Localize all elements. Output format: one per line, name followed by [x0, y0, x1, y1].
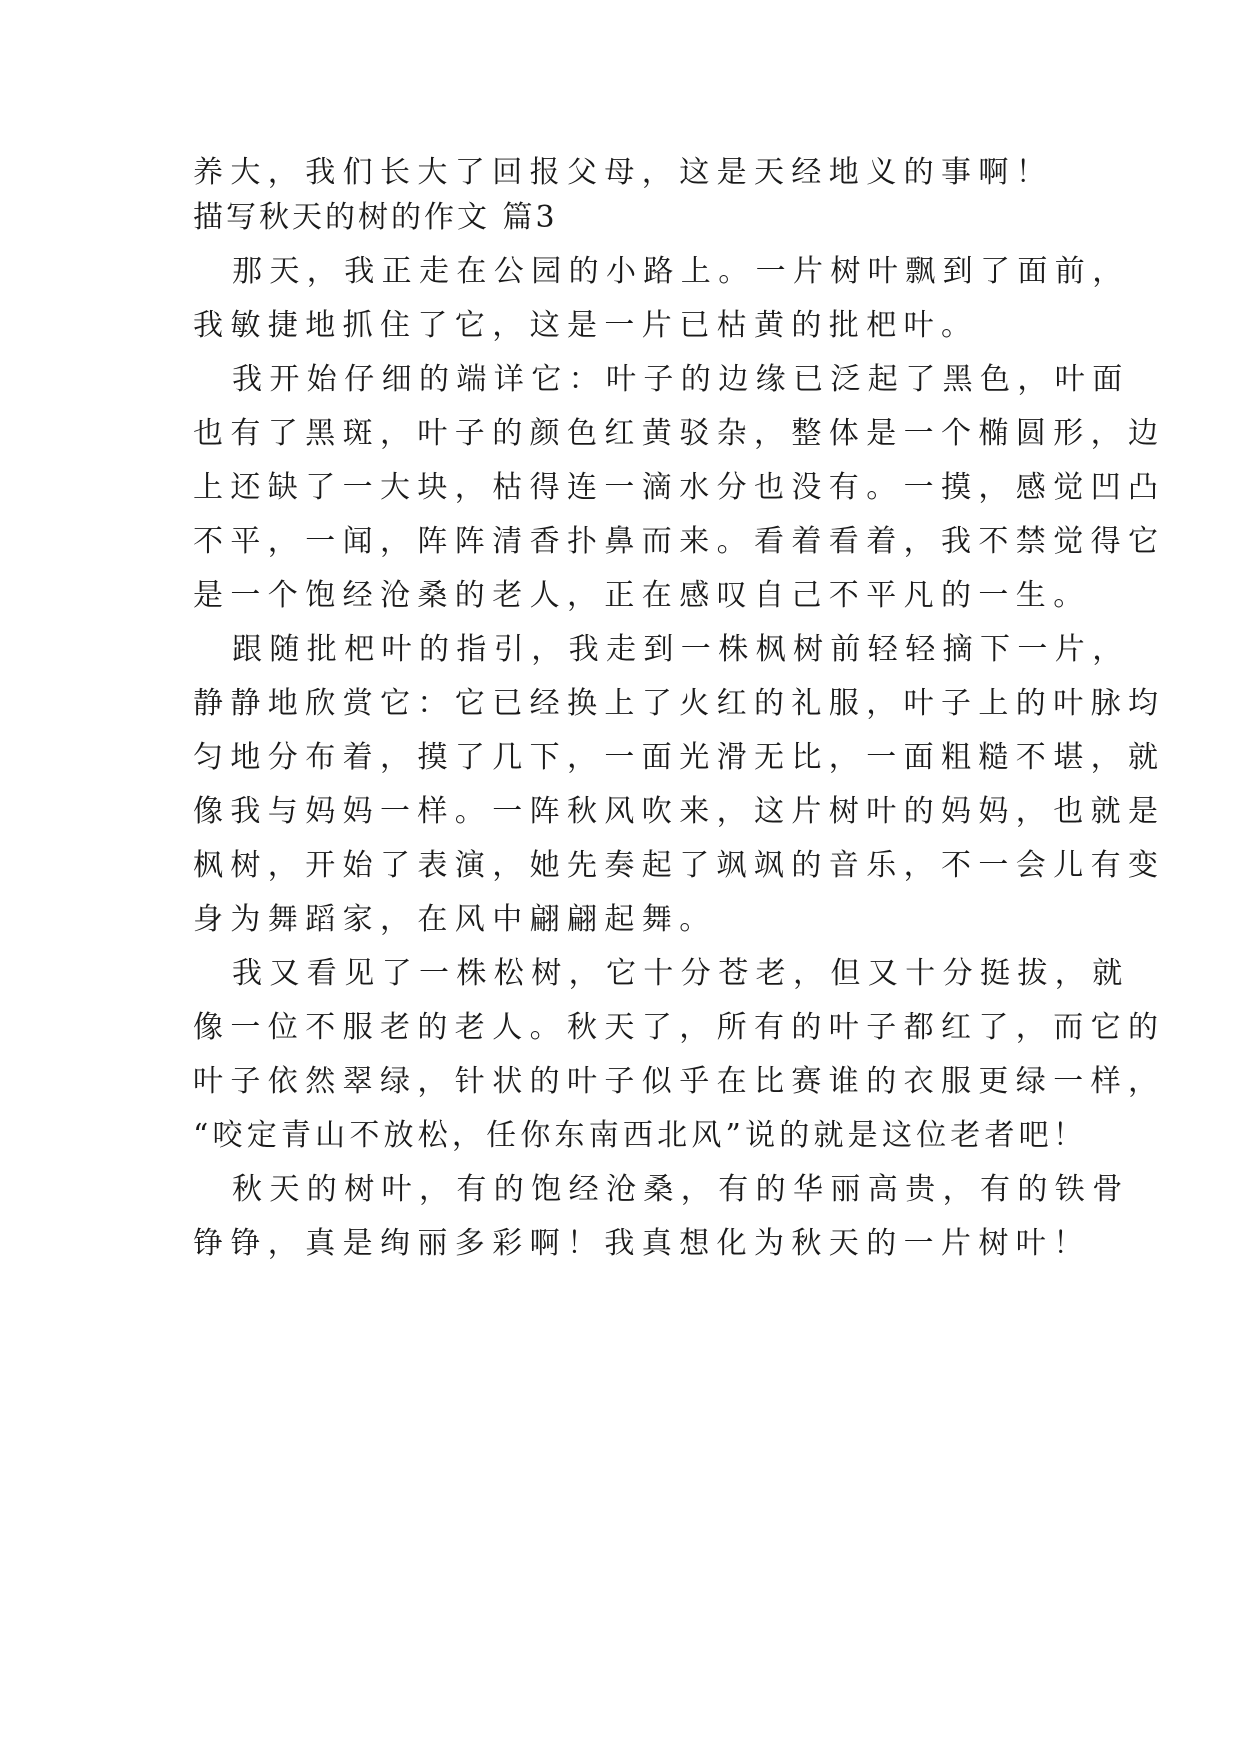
paragraph-2-line-5: 是一个饱经沧桑的老人，正在感叹自己不平凡的一生。 — [193, 578, 1091, 613]
paragraph-3-line-4: 像我与妈妈一样。一阵秋风吹来，这片树叶的妈妈，也就是 — [193, 794, 1166, 829]
paragraph-2-line-1: 我开始仔细的端详它：叶子的边缘已泛起了黑色，叶面 — [232, 362, 1130, 397]
paragraph-3-line-6: 身为舞蹈家，在风中翩翩起舞。 — [193, 902, 717, 937]
paragraph-1-line-1: 那天，我正走在公园的小路上。一片树叶飘到了面前， — [232, 254, 1130, 289]
paragraph-5-line-1: 秋天的树叶，有的饱经沧桑，有的华丽高贵，有的铁骨 — [232, 1172, 1130, 1207]
paragraph-2-line-4: 不平，一闻，阵阵清香扑鼻而来。看着看着，我不禁觉得它 — [193, 524, 1166, 559]
section-heading: 描写秋天的树的作文 篇3 — [193, 200, 558, 235]
paragraph-4-line-3: 叶子依然翠绿，针状的叶子似乎在比赛谁的衣服更绿一样， — [193, 1064, 1166, 1099]
text-line: 养大，我们长大了回报父母，这是天经地义的事啊！ — [193, 155, 1054, 190]
paragraph-4-line-4: “咬定青山不放松，任你东南西北风”说的就是这位老者吧！ — [193, 1118, 1088, 1153]
paragraph-4-line-1: 我又看见了一株松树，它十分苍老，但又十分挺拔，就 — [232, 956, 1130, 991]
paragraph-3-line-2: 静静地欣赏它：它已经换上了火红的礼服，叶子上的叶脉均 — [193, 686, 1166, 721]
paragraph-5-line-2: 铮铮，真是绚丽多彩啊！我真想化为秋天的一片树叶！ — [193, 1226, 1091, 1261]
paragraph-3-line-1: 跟随批杷叶的指引，我走到一株枫树前轻轻摘下一片， — [232, 632, 1130, 667]
paragraph-1-line-2: 我敏捷地抓住了它，这是一片已枯黄的批杷叶。 — [193, 308, 979, 343]
paragraph-2-line-3: 上还缺了一大块，枯得连一滴水分也没有。一摸，感觉凹凸 — [193, 470, 1166, 505]
paragraph-4-line-2: 像一位不服老的老人。秋天了，所有的叶子都红了，而它的 — [193, 1010, 1166, 1045]
paragraph-2-line-2: 也有了黑斑，叶子的颜色红黄驳杂，整体是一个椭圆形，边 — [193, 416, 1166, 451]
paragraph-3-line-3: 匀地分布着，摸了几下，一面光滑无比，一面粗糙不堪，就 — [193, 740, 1166, 775]
paragraph-3-line-5: 枫树，开始了表演，她先奏起了飒飒的音乐，不一会儿有变 — [193, 848, 1166, 883]
